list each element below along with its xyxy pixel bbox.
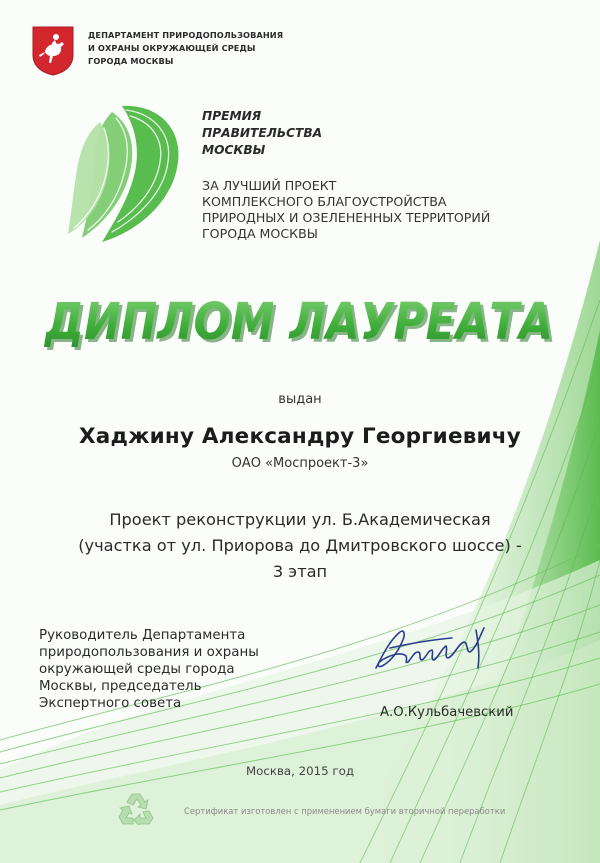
category-line: ПРИРОДНЫХ И ОЗЕЛЕНЕННЫХ ТЕРРИТОРИЙ [202, 210, 491, 225]
recipient-name: Хаджину Александру Георгиевичу [79, 424, 521, 449]
department-line: ДЕПАРТАМЕНТ ПРИРОДОПОЛЬЗОВАНИЯ [88, 30, 284, 40]
department-name [88, 29, 283, 68]
signatory-name: А.О.Кульбачевский [380, 705, 514, 720]
position-line: Экспертного совета [39, 696, 182, 711]
issued-label: выдан [278, 392, 322, 407]
category-line: ГОРОДА МОСКВЫ [202, 226, 318, 241]
organization-name: ОАО «Моспроект-3» [231, 456, 369, 471]
position-line: Москвы, председатель [39, 679, 202, 694]
prize-line: ПРЕМИЯ [202, 109, 262, 123]
position-line: окружающей среды города [39, 662, 235, 677]
diploma-title-text: ДИПЛОМ ЛАУРЕАТА [43, 293, 554, 352]
category-line: КОМПЛЕКСНОГО БЛАГОУСТРОЙСТВА [202, 194, 447, 209]
department-line: И ОХРАНЫ ОКРУЖАЮЩЕЙ СРЕДЫ [88, 43, 256, 53]
diploma-title [35, 288, 565, 356]
position-line: Руководитель Департамента [39, 628, 246, 643]
green-butterfly-logo [60, 100, 188, 250]
project-line: (участка от ул. Приорова до Дмитровского шоссе) - [78, 536, 522, 555]
place-and-date: Москва, 2015 год [245, 764, 355, 778]
award-category [202, 178, 490, 242]
department-line: ГОРОДА МОСКВЫ [88, 56, 174, 66]
prize-line: ПРАВИТЕЛЬСТВА [202, 126, 323, 140]
handwritten-signature [368, 618, 508, 678]
position-line: природопользования и охраны [39, 645, 259, 660]
svg-text:ДИПЛОМ ЛАУРЕАТА: ДИПЛОМ ЛАУРЕАТА [46, 296, 557, 355]
category-line: ЗА ЛУЧШИЙ ПРОЕКТ [202, 178, 337, 193]
moscow-coat-of-arms-icon [31, 25, 75, 76]
signatory-position [39, 627, 259, 712]
project-line: Проект реконструкции ул. Б.Академическая [109, 510, 491, 529]
prize-title [202, 108, 322, 159]
prize-line: МОСКВЫ [202, 143, 266, 157]
recycled-paper-note: Сертификат изготовлен с применением бумаги вторичной переработки [184, 806, 506, 816]
recycle-icon [118, 791, 154, 825]
project-line: 3 этап [272, 562, 328, 581]
